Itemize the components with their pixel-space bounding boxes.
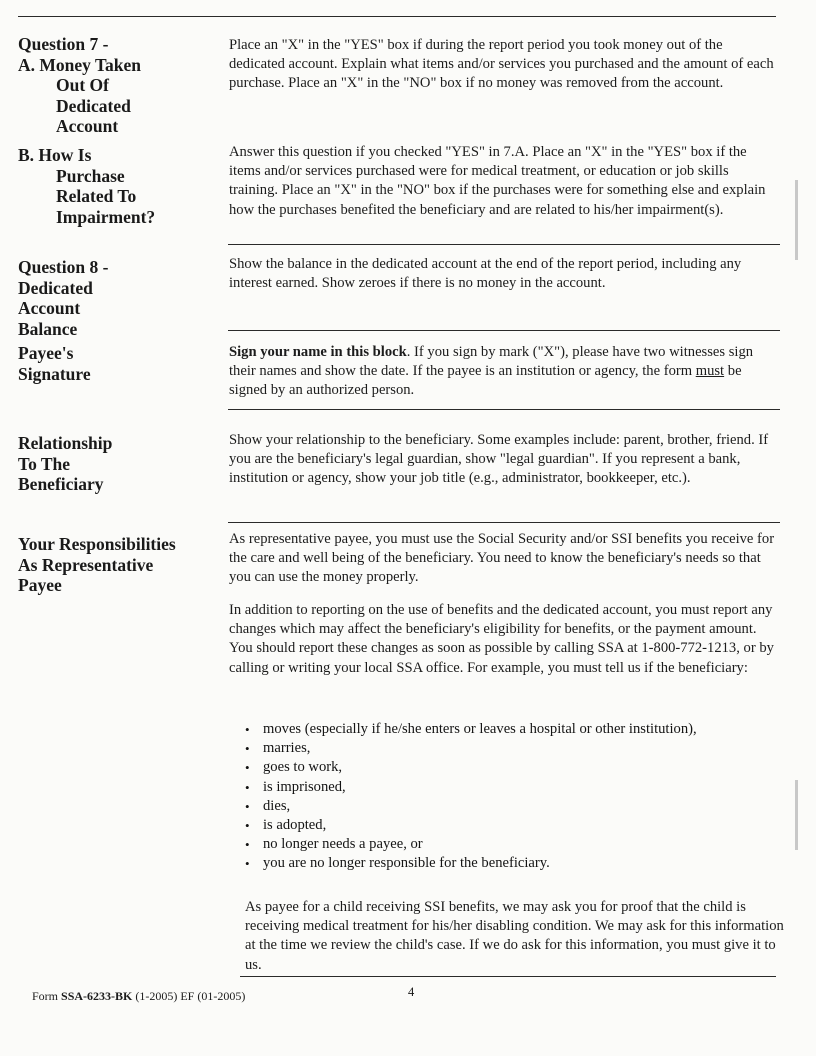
signature-label-line: Payee's — [18, 343, 74, 363]
q8-label-line: Account — [18, 298, 81, 318]
list-item: • moves (especially if he/she enters or leaves a hospital or other institution), — [241, 720, 781, 739]
footer-form-dates: (1-2005) EF (01-2005) — [132, 989, 246, 1003]
q8-label — [18, 257, 218, 339]
q7a-text — [229, 36, 781, 94]
list-item: • no longer needs a payee, or — [241, 835, 781, 854]
divider-after-q7 — [228, 244, 780, 245]
q7a-label-line: Out Of — [56, 75, 109, 95]
responsibilities-label-line: Your Responsibilities — [18, 534, 176, 554]
signature-text-b: be signed by an authorized person. — [229, 363, 742, 399]
bottom-rule — [240, 976, 776, 977]
q8-label-line: Dedicated — [18, 277, 93, 298]
list-item: • is adopted, — [241, 816, 781, 835]
relationship-label-line: Relationship — [18, 433, 113, 453]
q7b-label-line: Impairment? — [56, 206, 156, 227]
relationship-label-line: To The — [18, 453, 71, 474]
relationship-label — [18, 433, 218, 495]
responsibilities-paragraph-3: As payee for a child receiving SSI benefits, we may ask you for proof that the child is receiving medical treatment for his/her disabling condition. We may ask for this information at the time we review the child's case. If we do ask for this information, you must give it to us. — [245, 899, 784, 973]
list-item: • marries, — [241, 739, 781, 758]
page-number: 4 — [408, 985, 415, 999]
responsibilities-para2 — [229, 601, 781, 678]
relationship-text — [229, 431, 781, 489]
q7a-paragraph: Place an "X" in the "YES" box if during the report period you took money out of the dedicated account. Explain what items and/or services you purchased and the amount of each purchase. Place an "X" in the "NO" box if no money was removed from the account. — [229, 37, 774, 92]
signature-underlined-must: must — [695, 363, 725, 380]
q7a-label-line: Account — [56, 116, 119, 136]
q8-label-line: Question 8 - — [18, 257, 109, 277]
signature-text-a: . If you sign by mark ("X"), please have two witnesses sign their names and show the date. If the payee is an institution or agency, the form — [229, 344, 754, 380]
list-item: • is imprisoned, — [241, 778, 781, 797]
q7b-paragraph: Answer this question if you checked "YES" in 7.A. Place an "X" in the "YES" box if the items and/or services purchased were for medical treatment, or education or job skills training. Place an "X" in the "NO" box if the purchases were for something else and explain how the purchases benefited the beneficiary and are related to his/her impairment(s). — [229, 144, 766, 218]
top-rule — [18, 16, 776, 17]
responsibilities-label-line: As Representative — [18, 554, 154, 575]
divider-after-q8 — [228, 330, 780, 331]
q7b-label — [18, 145, 218, 227]
responsibilities-paragraph-1: As representative payee, you must use the Social Security and/or SSI benefits you receive for the care and well being of the beneficiary. You need to know the beneficiary's needs so that you can use the money properly. — [229, 531, 775, 586]
footer-form-number: SSA-6233-BK — [61, 989, 133, 1003]
footer-form-prefix: Form — [32, 989, 62, 1003]
q8-paragraph: Show the balance in the dedicated account at the end of the report period, including any interest earned. Show zeroes if there is no money in the account. — [229, 256, 742, 292]
responsibilities-label — [18, 534, 218, 596]
signature-bold-lead: Sign your name in this block — [229, 344, 407, 360]
relationship-paragraph: Show your relationship to the beneficiary. Some examples include: parent, brother, friend. If you are the beneficiary's legal guardian, show "legal guardian". If you represent a bank, institution or agency, show your job title (e.g., administrator, bookkeeper, etc.). — [229, 432, 769, 487]
list-item: • you are no longer responsible for the beneficiary. — [241, 854, 781, 873]
signature-paragraph — [229, 343, 781, 401]
q7a-label-line: Question 7 - — [18, 34, 109, 54]
q7b-text — [229, 143, 781, 220]
responsibilities-para3 — [245, 898, 785, 975]
q7a-label-line: Dedicated — [56, 95, 131, 116]
responsibilities-para1 — [229, 530, 781, 588]
responsibilities-paragraph-2: In addition to reporting on the use of benefits and the dedicated account, you must report any changes which may affect the beneficiary's eligibility for benefits, or the payment amount. You should report these changes as soon as possible by calling SSA at 1-800-772-1213, or by calling or writing your local SSA office. For example, you must tell us if the beneficiary: — [229, 602, 774, 676]
scan-artifact — [795, 180, 798, 260]
form-footer — [32, 989, 245, 1004]
q7a-label — [18, 34, 218, 137]
scan-artifact — [795, 780, 798, 850]
q8-text — [229, 255, 781, 293]
q8-label-line: Balance — [18, 318, 78, 339]
divider-after-signature — [228, 409, 780, 410]
divider-after-relationship — [228, 522, 780, 523]
list-item: • goes to work, — [241, 758, 781, 777]
signature-label — [18, 343, 218, 384]
q7b-label-line: Purchase — [56, 165, 125, 186]
signature-text — [229, 343, 781, 401]
q7a-label-line: A. Money Taken — [18, 54, 142, 75]
list-item: • dies, — [241, 797, 781, 816]
signature-label-line: Signature — [18, 363, 91, 384]
q7b-label-line: Related To — [56, 186, 137, 206]
beneficiary-change-list — [241, 720, 781, 874]
q7b-label-line: B. How Is — [18, 145, 92, 165]
responsibilities-label-line: Payee — [18, 575, 62, 595]
relationship-label-line: Beneficiary — [18, 474, 104, 494]
